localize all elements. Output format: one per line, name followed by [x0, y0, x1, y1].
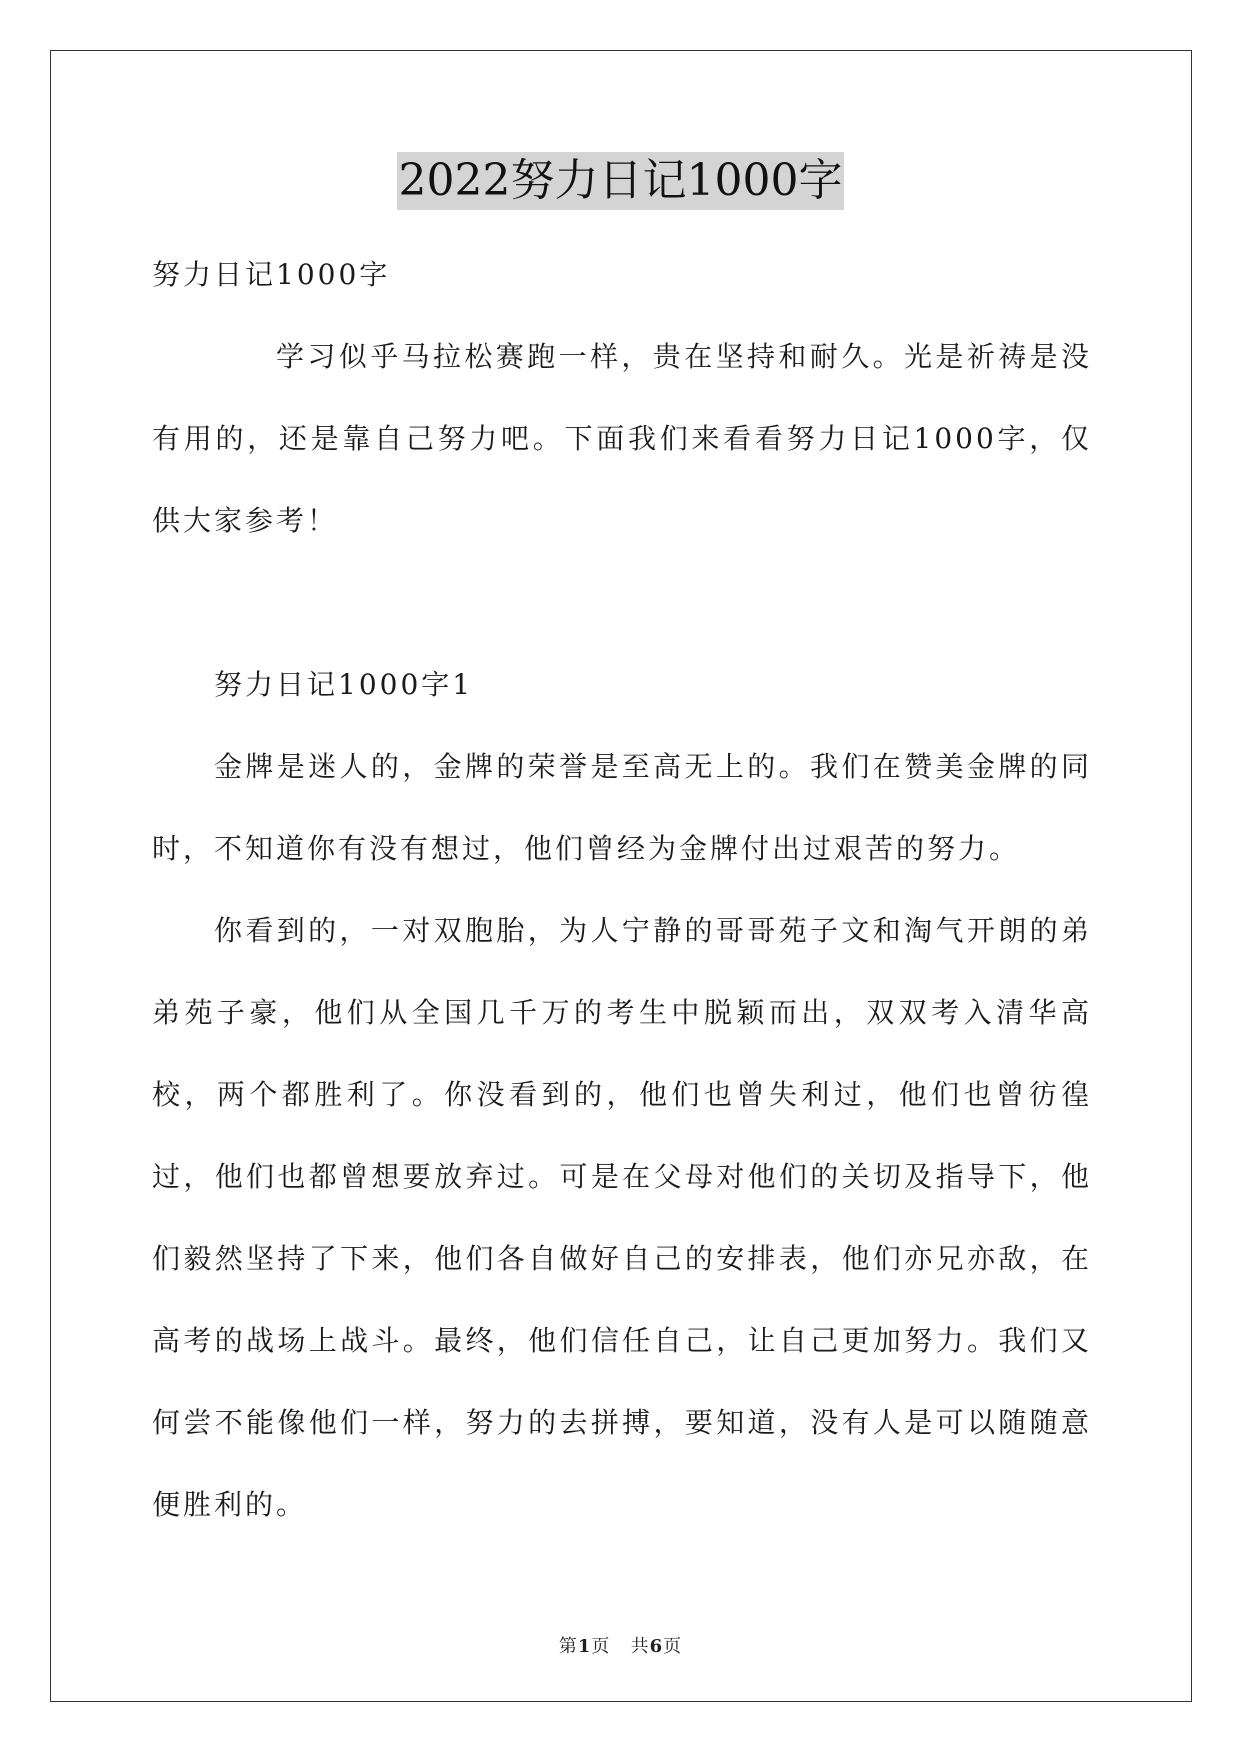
- footer-total-prefix: 共: [630, 1636, 650, 1657]
- section-gap: [152, 562, 1092, 644]
- footer-page-unit: 页: [591, 1636, 611, 1657]
- subtitle: 努力日记1000字: [152, 258, 391, 291]
- body-paragraph: 金牌是迷人的，金牌的荣誉是至高无上的。我们在赞美金牌的同时，不知道你有没有想过，他们曾经为金牌付出过艰苦的努力。: [152, 750, 1092, 865]
- intro-paragraph: 学习似乎马拉松赛跑一样，贵在坚持和耐久。光是祈祷是没有用的，还是靠自己努力吧。下面我们来看看努力日记1000字，仅供大家参考！: [152, 340, 1092, 537]
- footer-prefix: 第: [558, 1636, 578, 1657]
- document-title: 2022努力日记1000字: [397, 152, 845, 210]
- page-footer: [0, 1632, 1241, 1658]
- body-paragraph: 你看到的，一对双胞胎，为人宁静的哥哥苑子文和淘气开朗的弟弟苑子豪，他们从全国几千万的考生中脱颖而出，双双考入清华高校，两个都胜利了。你没看到的，他们也曾失利过，他们也曾彷徨过，他们也都曾想要放弃过。可是在父母对他们的关切及指导下，他们毅然坚持了下来，他们各自做好自己的安排表，他们亦兄亦敌，在高考的战场上战斗。最终，他们信任自己，让自己更加努力。我们又何尝不能像他们一样，努力的去拼搏，要知道，没有人是可以随随意便胜利的。: [152, 914, 1092, 1521]
- total-page-count: 6: [649, 1636, 664, 1657]
- current-page-number: 1: [577, 1636, 592, 1657]
- document-body: [152, 234, 1092, 1546]
- footer-total-unit: 页: [663, 1636, 683, 1657]
- section-heading: 努力日记1000字1: [214, 668, 474, 701]
- title-container: [0, 152, 1241, 210]
